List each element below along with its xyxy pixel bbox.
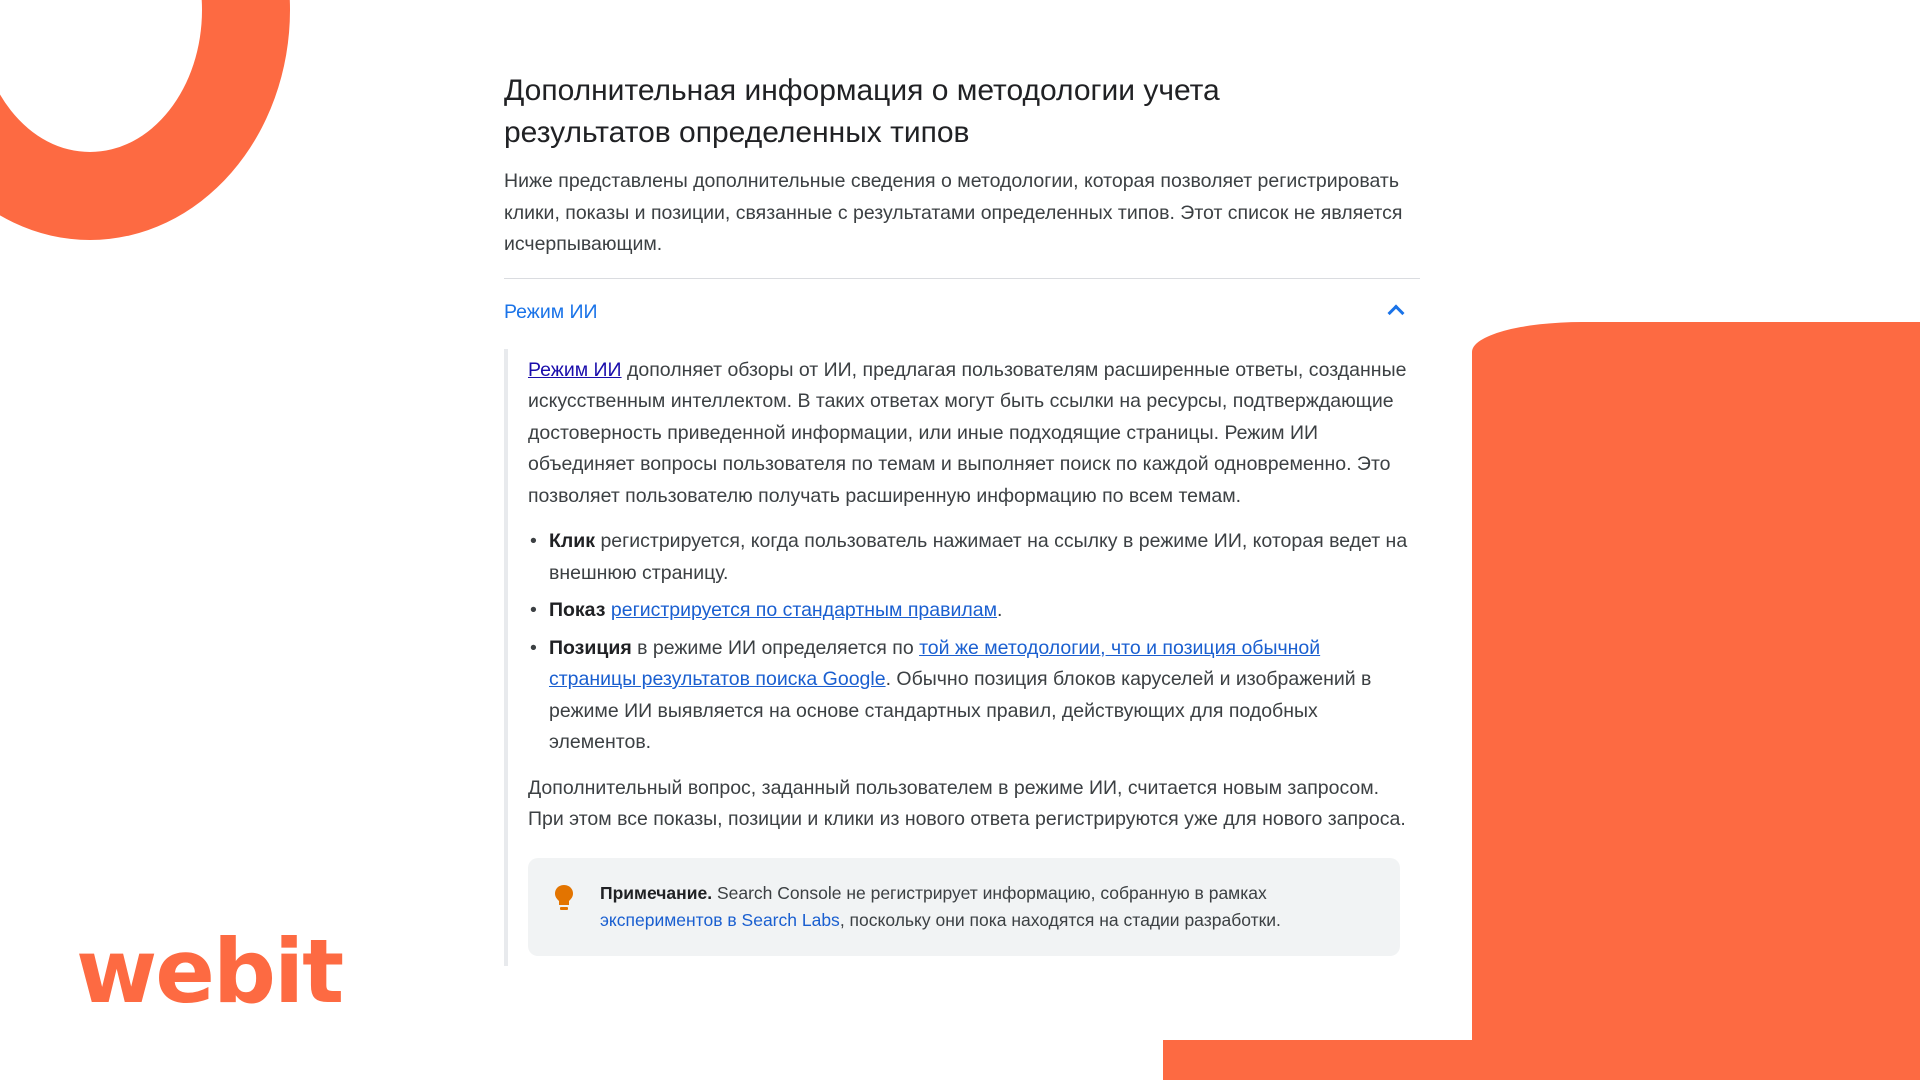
metrics-list bbox=[528, 526, 1408, 759]
decorative-ring bbox=[0, 0, 290, 240]
list-item-click bbox=[528, 526, 1408, 589]
click-definition: регистрируется, когда пользователь нажимает на ссылку в режиме ИИ, которая ведет на внешнюю страницу. bbox=[549, 530, 1408, 584]
ai-mode-description bbox=[528, 355, 1408, 513]
list-item-position bbox=[528, 633, 1408, 759]
follow-up-paragraph: Дополнительный вопрос, заданный пользователем в режиме ИИ, считается новым запросом. При этом все показы, позиции и клики из нового ответа регистрируются уже для нового запроса. bbox=[528, 776, 1406, 830]
description-text: дополняет обзоры от ИИ, предлагая пользователям расширенные ответы, созданные искусственным интеллектом. В таких ответах могут быть ссылки на ресурсы, подтверждающие достоверность приведенной информации, или иные подходящие страницы. Режим ИИ объединяет вопросы пользователя по темам и выполняет поиск по каждой одновременно. Это позволяет пользователю получать расширенную информацию по всем темам. bbox=[528, 358, 1407, 507]
lightbulb-icon bbox=[554, 884, 574, 914]
page-title: Дополнительная информация о методологии учета результатов определенных типов bbox=[504, 74, 1220, 149]
impression-post: . bbox=[997, 599, 1003, 621]
list-item-impression bbox=[528, 595, 1408, 627]
note-text-end: , поскольку они пока находятся на стадии разработки. bbox=[839, 909, 1281, 930]
serp-methodology-link[interactable]: той же методологии, что и позиция обычной страницы результатов поиска Google bbox=[549, 636, 1321, 690]
decorative-orange-shape bbox=[1472, 322, 1920, 1080]
webit-logo: webit bbox=[76, 920, 343, 1023]
ai-mode-link[interactable]: Режим ИИ bbox=[528, 358, 622, 381]
accordion-header-ai-mode[interactable] bbox=[504, 279, 1420, 347]
position-post: . Обычно позиция блоков каруселей и изображений в режиме ИИ выявляется на основе стандартных правил, действующих для подобных элементов. bbox=[549, 668, 1372, 753]
standard-rules-link[interactable]: регистрируется по стандартным правилам bbox=[610, 599, 998, 621]
term-click: Клик bbox=[549, 530, 596, 552]
term-impression: Показ bbox=[549, 599, 606, 621]
term-position: Позиция bbox=[549, 636, 632, 659]
intro-paragraph: Ниже представлены дополнительные сведения о методологии, которая позволяет регистрировать клики, показы и позиции, связанные с результатами определенных типов. Этот список не является исчерпывающим. bbox=[504, 170, 1403, 255]
accordion-title: Режим ИИ bbox=[504, 301, 598, 323]
position-pre: в режиме ИИ определяется по bbox=[631, 636, 920, 659]
note-callout bbox=[528, 858, 1400, 956]
note-text: Search Console не регистрирует информацию, собранную в рамках bbox=[712, 882, 1267, 903]
chevron-up-icon[interactable] bbox=[1388, 304, 1405, 321]
accordion-body bbox=[504, 349, 1420, 966]
documentation-card bbox=[470, 40, 1472, 1040]
search-labs-link[interactable]: экспериментов в Search Labs bbox=[600, 909, 840, 930]
note-label: Примечание. bbox=[600, 882, 713, 903]
